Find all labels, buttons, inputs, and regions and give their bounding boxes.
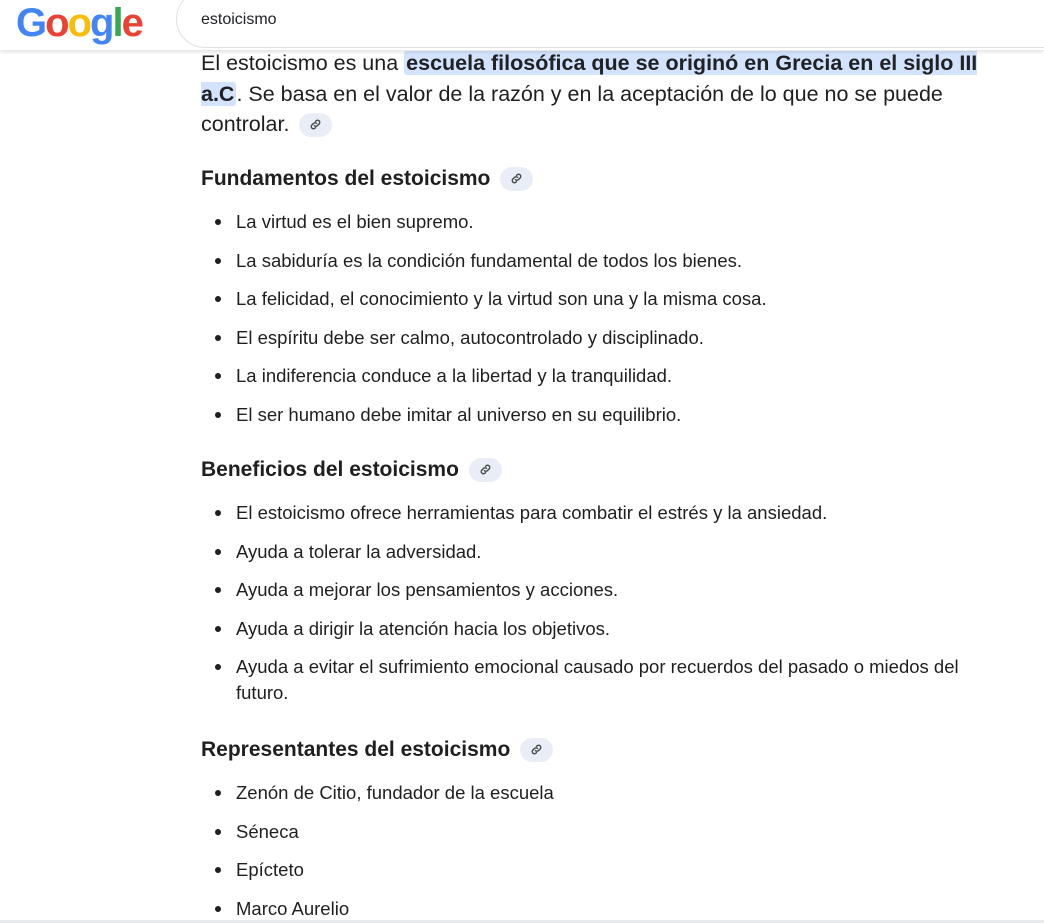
ai-overview-content [201, 48, 1001, 919]
link-icon [479, 463, 492, 476]
list-item: Ayuda a dirigir la atención hacia los objetivos. [201, 616, 961, 642]
source-link-chip[interactable] [469, 458, 502, 482]
list-item: La indiferencia conduce a la libertad y la tranquilidad. [201, 363, 1001, 389]
intro-paragraph [201, 48, 1001, 140]
source-link-chip[interactable] [500, 167, 533, 191]
list-item: La felicidad, el conocimiento y la virtud son una y la misma cosa. [201, 286, 1001, 312]
section-representantes [201, 735, 553, 765]
list-item: El ser humano debe imitar al universo en su equilibrio. [201, 402, 1001, 428]
section-title-text: Fundamentos del estoicismo [201, 167, 491, 190]
source-link-chip[interactable] [520, 738, 553, 762]
intro-text-before: El estoicismo es una [201, 51, 405, 75]
list-item: Ayuda a tolerar la adversidad. [201, 539, 961, 565]
logo-letter-o1: o [45, 1, 68, 45]
list-item: Epícteto [201, 857, 1001, 883]
list-item: La virtud es el bien supremo. [201, 209, 1001, 235]
section-beneficios [201, 455, 502, 485]
logo-letter-l: l [112, 1, 122, 45]
logo-letter-e: e [121, 1, 142, 45]
link-icon [510, 172, 523, 185]
list-item: Ayuda a evitar el sufrimiento emocional causado por recuerdos del pasado o miedos del futuro. [201, 654, 961, 706]
header [0, 0, 1044, 50]
section-title [201, 455, 502, 485]
google-logo[interactable] [16, 1, 142, 45]
list-item: El espíritu debe ser calmo, autocontrolado y disciplinado. [201, 325, 1001, 351]
list-item: Zenón de Citio, fundador de la escuela [201, 780, 1001, 806]
list-item: Séneca [201, 819, 1001, 845]
section-title-text: Beneficios del estoicismo [201, 458, 459, 481]
link-icon [530, 743, 543, 756]
logo-letter-g: G [16, 1, 46, 45]
search-box[interactable] [176, 0, 1044, 48]
logo-letter-g2: g [90, 1, 113, 45]
link-icon [309, 118, 322, 131]
list-item: Ayuda a mejorar los pensamientos y acciones. [201, 577, 961, 603]
list-beneficios [201, 500, 961, 706]
search-input[interactable] [201, 11, 901, 29]
source-link-chip[interactable] [299, 113, 332, 137]
section-title-text: Representantes del estoicismo [201, 738, 511, 761]
list-fundamentos [201, 209, 1001, 428]
list-representantes [201, 780, 1001, 922]
list-item: El estoicismo ofrece herramientas para combatir el estrés y la ansiedad. [201, 500, 961, 526]
list-item: Marco Aurelio [201, 896, 1001, 922]
section-fundamentos [201, 164, 533, 194]
logo-letter-o2: o [67, 1, 90, 45]
list-item: La sabiduría es la condición fundamental de todos los bienes. [201, 248, 1001, 274]
section-title [201, 164, 533, 194]
section-title [201, 735, 553, 765]
intro-highlight[interactable]: escuela filosófica que se originó en Grecia en el siglo III a.C [201, 51, 978, 106]
intro-text-after: . Se basa en el valor de la razón y en la aceptación de lo que no se puede controlar. [201, 81, 943, 136]
